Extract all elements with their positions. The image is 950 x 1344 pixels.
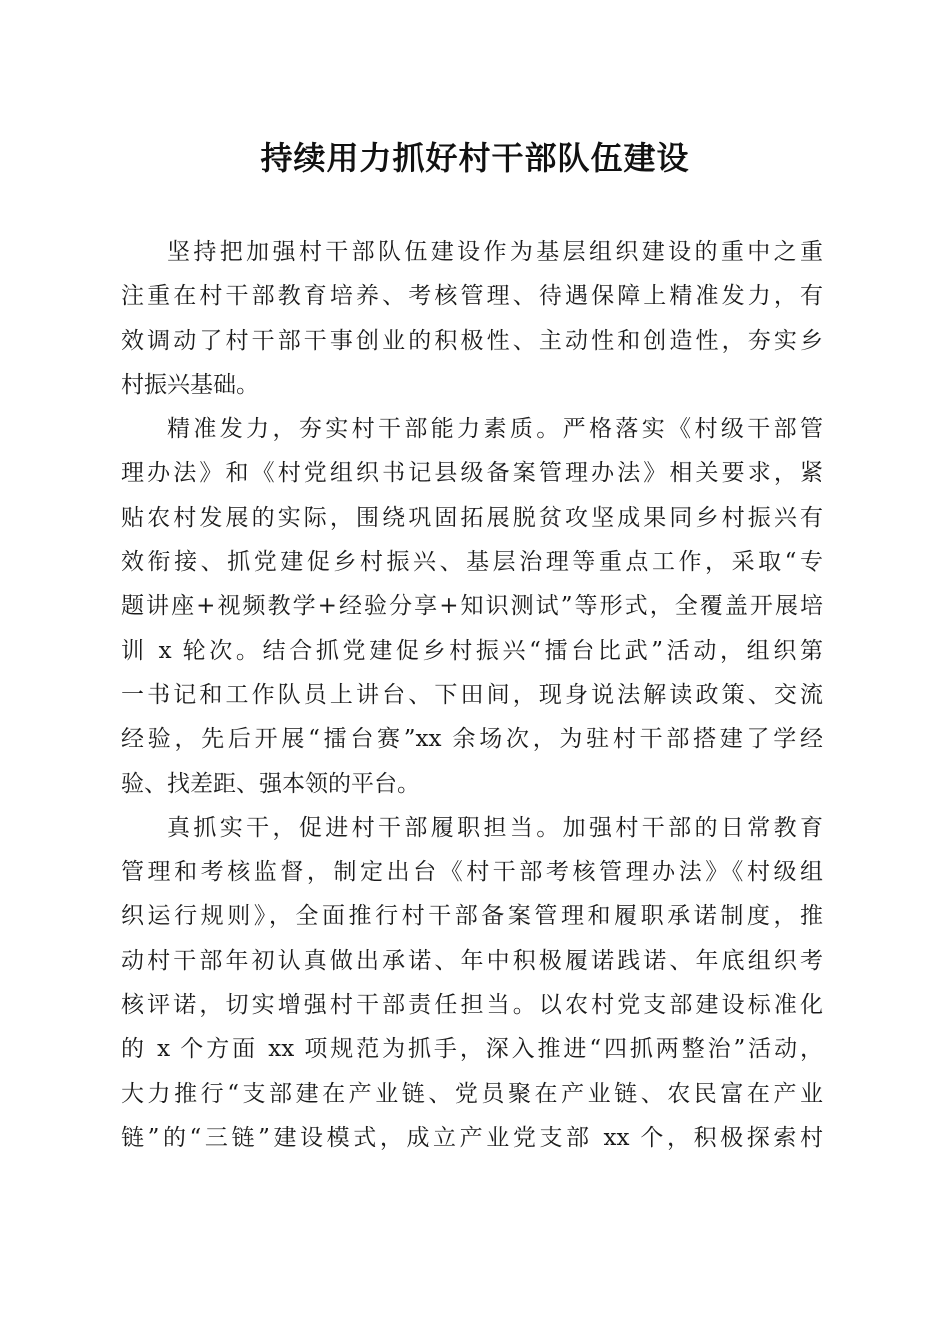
text-line: 精准发力，夯实村干部能力素质。严格落实《村级干部管 xyxy=(167,416,823,443)
document-body xyxy=(121,230,823,1160)
text-line: 效调动了村干部干事创业的积极性、主动性和创造性，夯实乡 xyxy=(121,327,823,354)
document-title: 持续用力抓好村干部队伍建设 xyxy=(260,139,690,177)
text-line: 核评诺，切实增强村干部责任担当。以农村党支部建设标准化 xyxy=(121,992,823,1019)
text-line: 题讲座+视频教学+经验分享+知识测试”等形式，全覆盖开展培 xyxy=(121,593,823,620)
text-line: 注重在村干部教育培养、考核管理、待遇保障上精准发力，有 xyxy=(121,283,823,310)
text-line: 经验，先后开展“擂台赛”xx 余场次，为驻村干部搭建了学经 xyxy=(121,726,823,753)
paragraph-ability xyxy=(121,407,823,806)
text-line: 理办法》和《村党组织书记县级备案管理办法》相关要求，紧 xyxy=(121,460,823,487)
text-line: 链”的“三链”建设模式，成立产业党支部 xx 个，积极探索村 xyxy=(121,1124,823,1151)
text-line: 管理和考核监督，制定出台《村干部考核管理办法》《村级组 xyxy=(121,859,823,886)
text-line: 大力推行“支部建在产业链、党员聚在产业链、农民富在产业 xyxy=(121,1080,823,1107)
paragraph-duty xyxy=(121,806,823,1160)
text-line: 验、找差距、强本领的平台。 xyxy=(121,770,420,797)
text-line: 的 x 个方面 xx 项规范为抓手，深入推进“四抓两整治”活动， xyxy=(121,1036,823,1063)
text-line: 一书记和工作队员上讲台、下田间，现身说法解读政策、交流 xyxy=(121,681,823,708)
text-line: 织运行规则》，全面推行村干部备案管理和履职承诺制度，推 xyxy=(121,903,823,930)
text-line: 贴农村发展的实际，围绕巩固拓展脱贫攻坚成果同乡村振兴有 xyxy=(121,504,823,531)
text-line: 动村干部年初认真做出承诺、年中积极履诺践诺、年底组织考 xyxy=(121,947,823,974)
paragraph-intro xyxy=(121,230,823,407)
text-line: 真抓实干，促进村干部履职担当。加强村干部的日常教育 xyxy=(167,814,823,841)
text-line: 训 x 轮次。结合抓党建促乡村振兴“擂台比武”活动，组织第 xyxy=(121,637,823,664)
text-line: 村振兴基础。 xyxy=(121,371,259,398)
text-line: 效衔接、抓党建促乡村振兴、基层治理等重点工作，采取“专 xyxy=(121,549,823,576)
text-line: 坚持把加强村干部队伍建设作为基层组织建设的重中之重 xyxy=(167,239,823,265)
